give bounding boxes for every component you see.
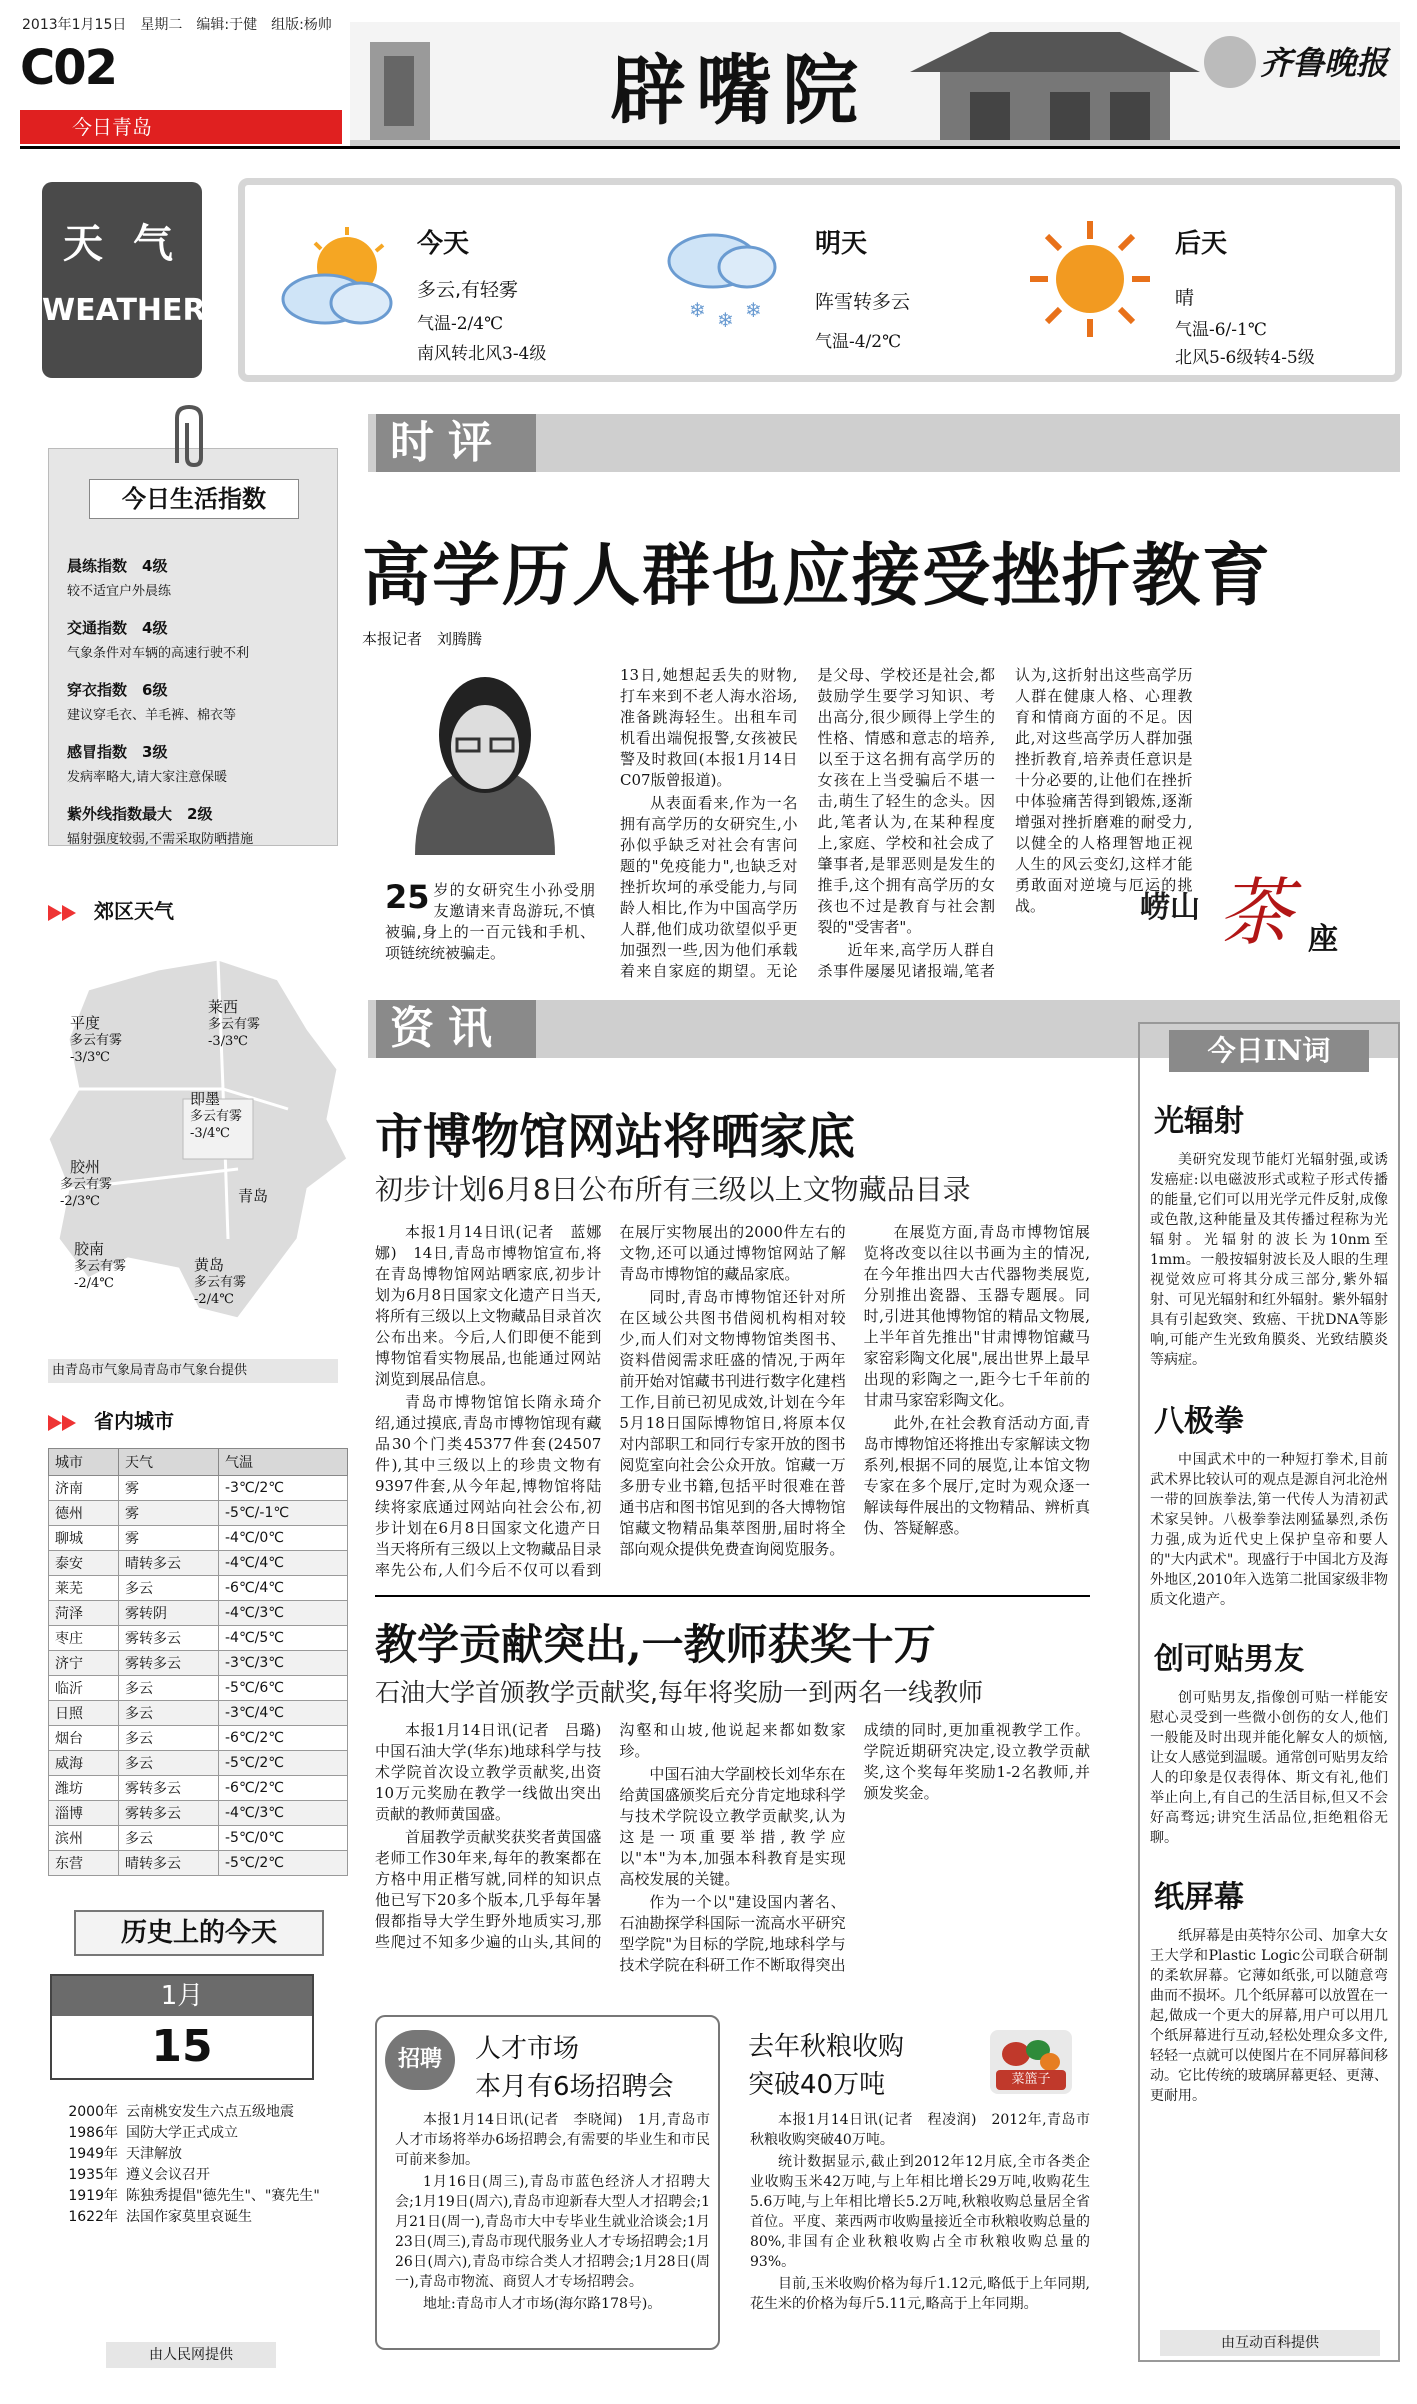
history-credit: 由人民网提供 <box>106 2342 276 2368</box>
table-cell: 临沂 <box>49 1676 119 1701</box>
history-event <box>48 2207 348 2228</box>
history-calendar <box>50 1974 314 2080</box>
in-words-sidebar <box>1138 1022 1400 2362</box>
table-row <box>49 1476 348 1501</box>
arrow-icon <box>48 1415 62 1431</box>
table-cell: 烟台 <box>49 1726 119 1751</box>
table-cell: 雾 <box>119 1476 219 1501</box>
suburb-place: 胶南 多云有雾 -2/4℃ <box>74 1240 127 1291</box>
history-month: 1月 <box>52 1976 312 2016</box>
day-desc: 阵雪转多云 <box>815 291 911 313</box>
table-cell: 聊城 <box>49 1526 119 1551</box>
table-cell: -4℃/3℃ <box>219 1801 348 1826</box>
weather-label-cn: 天 气 <box>63 221 181 267</box>
header-rule <box>20 146 1400 149</box>
date-line: 2013年1月15日 星期二 编辑:于健 组版:杨帅 <box>22 17 332 33</box>
masthead-title: 辟嘴院 <box>610 46 868 135</box>
teacher-headline: 教学贡献突出,一教师获奖十万 <box>375 1620 936 1669</box>
suburb-place: 青岛 <box>238 1187 269 1205</box>
table-row <box>49 1501 348 1526</box>
table-cell: -5℃/2℃ <box>219 1851 348 1876</box>
table-cell: 威海 <box>49 1751 119 1776</box>
history-text: 法国作家莫里哀诞生 <box>126 2209 252 2225</box>
weather-label <box>42 182 206 378</box>
history-events <box>48 2102 348 2228</box>
commentary-headline: 高学历人群也应接受挫折教育 <box>362 536 1273 616</box>
in-word-term: 八极拳 <box>1154 1404 1244 1439</box>
day-name: 后天 <box>1175 229 1228 259</box>
table-cell: 多云 <box>119 1701 219 1726</box>
table-cell: 雾转多云 <box>119 1651 219 1676</box>
history-text: 云南桃安发生六点五级地震 <box>126 2104 294 2120</box>
commentary-lead: 25 岁的女研究生小孙受朋友邀请来青岛游玩,不慎被骗,身上的一百元钱和手机、项链统统被骗走。 <box>385 880 595 962</box>
history-text: 天津解放 <box>126 2146 182 2162</box>
day-desc: 多云,有轻雾 <box>417 279 519 301</box>
table-cell: -3℃/4℃ <box>219 1701 348 1726</box>
day-wind: 南风转北风3-4级 <box>417 344 547 364</box>
life-index-item: 交通指数 4级 气象条件对车辆的高速行驶不利 <box>67 619 250 661</box>
paper-name: 齐鲁晚报 <box>1260 44 1389 82</box>
life-index-item: 穿衣指数 6级 建议穿毛衣、羊毛裤、棉衣等 <box>67 681 237 723</box>
history-title: 历史上的今天 <box>74 1910 324 1956</box>
table-cell: 菏泽 <box>49 1601 119 1626</box>
arrow-icon <box>48 905 62 921</box>
vegetable-basket-icon: 菜篮子 <box>990 2030 1072 2094</box>
province-table <box>48 1448 348 1876</box>
table-cell: 雾转多云 <box>119 1626 219 1651</box>
table-cell: 滨州 <box>49 1826 119 1851</box>
table-cell: -5℃/6℃ <box>219 1676 348 1701</box>
table-row <box>49 1576 348 1601</box>
weather-day-after <box>1025 205 1395 368</box>
sun-icon <box>1025 219 1155 339</box>
in-word-entry: 光辐射 美研究发现节能灯光辐射强,或诱发癌症:以电磁波形式或粒子形式传播的能量,它们可以用光学元件反射,成像或色散,这种能量及其传播过程称为光辐射。光辐射的波长为10nm至1mm。一般按辐射波长及人眼的生理视觉效应可将其分成三部分,紫外辐射、可见光辐射和红外辐射。紫外辐射具有引起致突、致癌、干扰DNA等影响,可能产生光致角膜炎、光致结膜炎等病症。 <box>1140 1096 1398 1370</box>
table-row <box>49 1776 348 1801</box>
suburb-place: 平度 多云有雾 -3/3℃ <box>70 1014 123 1065</box>
table-cell: 济宁 <box>49 1651 119 1676</box>
table-row <box>49 1651 348 1676</box>
table-row <box>49 1851 348 1876</box>
table-cell: 多云 <box>119 1826 219 1851</box>
table-row <box>49 1676 348 1701</box>
table-row <box>49 1726 348 1751</box>
history-text: 遵义会议召开 <box>126 2167 210 2183</box>
weather-label-en: WEATHER <box>42 293 206 328</box>
table-cell: 淄博 <box>49 1801 119 1826</box>
table-cell: -5℃/0℃ <box>219 1826 348 1851</box>
table-row <box>49 1526 348 1551</box>
table-row <box>49 1701 348 1726</box>
history-year: 2000年 <box>68 2104 118 2120</box>
jobs-headline: 人才市场 本月有6场招聘会 <box>475 2034 674 2102</box>
table-cell: 雾转多云 <box>119 1801 219 1826</box>
table-cell: 多云 <box>119 1576 219 1601</box>
table-cell: 枣庄 <box>49 1626 119 1651</box>
in-word-term: 光辐射 <box>1154 1104 1244 1139</box>
section-tag: 今日青岛 <box>20 110 342 144</box>
table-cell: 东营 <box>49 1851 119 1876</box>
arrow-icon <box>62 905 76 921</box>
in-words-credit: 由互动百科提供 <box>1160 2330 1380 2356</box>
teacher-subhead: 石油大学首颁教学贡献奖,每年将奖励一到两名一线教师 <box>375 1678 983 1707</box>
life-index-card <box>48 448 338 846</box>
grain-headline: 去年秋粮收购 突破40万吨 <box>748 2032 905 2100</box>
life-index-list <box>67 555 329 865</box>
commentary-banner <box>368 414 1400 472</box>
suburb-place: 胶州 多云有雾 -2/3℃ <box>60 1158 113 1209</box>
svg-text:❄: ❄ <box>745 298 762 322</box>
history-text: 陈独秀提倡"德先生"、"赛先生" <box>126 2188 320 2204</box>
history-event <box>48 2123 348 2144</box>
table-cell: 晴转多云 <box>119 1851 219 1876</box>
table-cell: 日照 <box>49 1701 119 1726</box>
table-cell: -6℃/4℃ <box>219 1576 348 1601</box>
grain-body: 本报1月14日讯(记者 程凌润) 2012年,青岛市秋粮收购突破40万吨。 统计数据显示,截止到2012年12月底,全市各类企业收购玉米42万吨,与上年相比增长29万吨,收购花生5.6万吨,与上年相比增长5.2万吨,秋粮收购总量居全省首位。平度、莱西两市收购量接近全市秋粮收购总量的80%,非国有企业秋粮收购占全市秋粮收购总量的93%。 目前,玉米收购价格为每斤1.12元,略低于上年同期,花生米的价格为每斤5.11元,略高于上年同期。 <box>750 2112 1090 2312</box>
lead-number: 25 <box>385 880 430 916</box>
history-year: 1986年 <box>68 2125 118 2141</box>
news-banner-title: 资讯 <box>376 1000 536 1058</box>
history-today <box>48 1910 348 2370</box>
table-row <box>49 1751 348 1776</box>
teacher-body: 本报1月14日讯(记者 吕璐) 中国石油大学(华东)地球科学与技术学院首次设立教学贡献奖,出资10万元奖励在教学一线做出突出贡献的教师黄国盛。 首届教学贡献奖获奖者黄国盛老师工作30年来,每年的教案都在方格中用正楷写就,同样的知识点他已写下20多个版本,几乎每年暑假都指导大学生野外地质实习,那些爬过不知多少遍的山头,其间的沟壑和山坡,他说起来都如数家珍。 中国石油大学副校长刘华东在给黄国盛颁奖后充分肯定地球科学与技术学院设立教学贡献奖,认为这是一项重要举措,教学应以"本"为本,加强本科教育是实现高校发展的关键。 作为一个以"建设国内著名、石油勘探学科国际一流高水平研究型学院"为目标的学院,地球科学与技术学院在科研工作不断取得突出成绩的同时,更加重视教学工作。学院近期研究决定,设立教学贡献奖,这个奖每年奖励1-2名教师,并颁发奖金。 <box>375 1721 1090 1974</box>
suburb-place: 莱西 多云有雾 -3/3℃ <box>208 998 261 1049</box>
cloud-sun-icon <box>275 225 405 335</box>
history-year: 1919年 <box>68 2188 118 2204</box>
suburb-credit: 由青岛市气象局青岛市气象台提供 <box>48 1359 338 1383</box>
commentary-body: 13日,她想起丢失的财物,打车来到不老人海水浴场,准备跳海轻生。出租车司机看出端倪报警,女孩被民警及时救回(本报1月14日C07版曾报道)。 从表面看来,作为一名拥有高学历的女研究生,小孙似乎缺乏对社会有害问题的"免疫能力",也缺乏对挫折坎坷的承受能力,与同龄人相比,作为中国高学历人群,他们成功欲望似乎更加强烈一些,因为他们承载着来自家庭的期望。无论是父母、学校还是社会,都鼓励学生要学习知识、考出高分,很少顾得上学生的性格、情感和意志的培养,以至于这名拥有高学历的女孩在上当受骗后不堪一击,萌生了轻生的念头。因此,笔者认为,在某种程度上,家庭、学校和社会成了肇事者,是罪恶则是发生的推手,这个拥有高学历的女孩也不过是教育与社会割裂的"受害者"。 近年来,高学历人群自杀事件屡屡见诸报端,笔者认为,这折射出这些高学历人群在健康人格、心理教育和情商方面的不足。因此,对这些高学历人群加强挫折教育,培养责任意识是十分必要的,让他们在挫折中体验痛苦得到锻炼,逐渐增强对挫折磨难的耐受力,以健全的人格理智地正视人生的风云变幻,这样才能勇敢面对逆境与厄运的挑战。 <box>620 666 1193 980</box>
day-temp: 气温-4/2℃ <box>815 332 902 352</box>
table-cell: -4℃/4℃ <box>219 1551 348 1576</box>
weather-day-today <box>265 205 625 365</box>
table-cell: -5℃/2℃ <box>219 1751 348 1776</box>
paper-clip-icon <box>157 403 227 473</box>
history-year: 1949年 <box>68 2146 118 2162</box>
masthead-scenery-icon <box>350 22 1400 147</box>
suburb-weather <box>48 895 348 1395</box>
day-desc: 晴 <box>1175 287 1195 309</box>
day-name: 明天 <box>815 229 868 259</box>
page-code: C02 <box>20 40 117 96</box>
weather-day-tomorrow <box>645 205 1005 365</box>
table-cell: -3℃/3℃ <box>219 1651 348 1676</box>
table-cell: 雾 <box>119 1526 219 1551</box>
in-word-entry: 创可贴男友 创可贴男友,指像创可贴一样能安慰心灵受到一些微小创伤的女人,他们一般能及时出现并能化解女人的烦恼,让女人感觉到温暖。通常创可贴男友给人的印象是仅表得体、斯文有礼,他们举止向上,有自己的生活目标,但又不会好高骛远;讲究生活品位,拒绝粗俗无聊。 <box>1140 1634 1398 1848</box>
history-text: 国防大学正式成立 <box>126 2125 238 2141</box>
table-row <box>49 1551 348 1576</box>
museum-body: 本报1月14日讯(记者 蓝娜娜) 14日,青岛市博物馆宣布,将在青岛博物馆网站晒家底,初步计划为6月8日国家文化遗产日当天,将所有三级以上文物藏品目录首次公布出来。今后,人们即便不能到博物馆看实物展品,也能通过网站浏览到展品信息。 青岛市博物馆馆长隋永琦介绍,通过摸底,青岛市博物馆现有藏品30个门类45377件套(24507件),其中三级以上的珍贵文物有9397件套,从今年起,博物馆将陆续将家底通过网站向社会公布,初步计划在6月8日国家文化遗产日当天将所有三级以上文物藏品目录率先公布,人们今后不仅可以看到在展厅实物展出的2000件左右的文物,还可以通过博物馆网站了解青岛市博物馆的藏品家底。 同时,青岛市博物馆还针对所在区域公共图书借阅机构相对较少,而人们对文物博物馆类图书、资料借阅需求旺盛的情况,于两年前开始对馆藏书刊进行数字化建档工作,目前已初见成效,计划在今年5月18日国际博物馆日,将原本仅对内部职工和同行专家开放的图书阅览室向社会公众开放。馆藏一万多册专业书籍,包括平时很难在普通书店和图书馆见到的各大博物馆馆藏文物精品集萃图册,届时将全部向观众提供免费查询阅览服务。 在展览方面,青岛市博物馆展览将改变以往以书画为主的情况,在今年推出四大古代器物类展览,分别推出瓷器、玉器专题展。同时,引进其他博物馆的精品文物展,上半年首先推出"甘肃博物馆藏马家窑彩陶文化展",展出世界上最早出现的彩陶之一,距今七千年前的甘肃马家窑彩陶文化。 此外,在社会教育活动方面,青岛市博物馆还将推出专家解读文物系列,根据不同的展览,让本馆文物专家在多个展厅,定时为观众逐一解读每件展出的文物精品、辨析真伪、答疑解惑。 <box>375 1223 1090 1579</box>
table-cell: 泰安 <box>49 1551 119 1576</box>
history-year: 1622年 <box>68 2209 118 2225</box>
life-index-item: 紫外线指数最大 2级 辐射强度较弱,不需采取防晒措施 <box>67 805 254 847</box>
life-index-item: 晨练指数 4级 较不适宜户外晨练 <box>67 557 172 599</box>
table-row <box>49 1826 348 1851</box>
weather-panel <box>238 178 1402 382</box>
museum-subhead: 初步计划6月8日公布所有三级以上文物藏品目录 <box>375 1173 971 1206</box>
in-word-entry: 纸屏幕 纸屏幕是由英特尔公司、加拿大女王大学和Plastic Logic公司联合研制的柔软屏幕。它薄如纸张,可以随意弯曲而不损坏。几个纸屏幕可以放置在一起,做成一个更大的屏幕,用户可以用几个纸屏幕进行互动,轻松处理众多文件,轻轻一点就可以使图片在不同屏幕间移动。它比传统的玻璃屏幕更轻、更薄、更耐用。 <box>1140 1872 1398 2106</box>
table-cell: -4℃/5℃ <box>219 1626 348 1651</box>
table-cell: 莱芜 <box>49 1576 119 1601</box>
suburb-place: 黄岛 多云有雾 -2/4℃ <box>194 1256 247 1307</box>
day-temp: 气温-6/-1℃ <box>1175 320 1267 340</box>
suburb-place: 即墨 多云有雾 -3/4℃ <box>190 1090 243 1141</box>
history-event <box>48 2144 348 2165</box>
author-photo <box>385 655 585 855</box>
table-row <box>49 1801 348 1826</box>
history-year: 1935年 <box>68 2167 118 2183</box>
table-cell: 雾转多云 <box>119 1776 219 1801</box>
masthead-banner <box>350 22 1400 147</box>
table-cell: 潍坊 <box>49 1776 119 1801</box>
table-cell: -5℃/-1℃ <box>219 1501 348 1526</box>
arrow-icon <box>62 1415 76 1431</box>
table-cell: -4℃/0℃ <box>219 1526 348 1551</box>
table-cell: 雾转阴 <box>119 1601 219 1626</box>
divider <box>375 1595 1090 1597</box>
table-row <box>49 1601 348 1626</box>
commentary-byline: 本报记者 刘腾腾 <box>362 630 483 648</box>
day-wind: 北风5-6级转4-5级 <box>1175 348 1315 368</box>
in-word-term: 纸屏幕 <box>1154 1880 1244 1915</box>
table-cell: 多云 <box>119 1676 219 1701</box>
day-name: 今天 <box>417 229 470 259</box>
museum-headline: 市博物馆网站将晒家底 <box>375 1109 856 1165</box>
table-cell: -4℃/3℃ <box>219 1601 348 1626</box>
svg-text:❄: ❄ <box>689 298 706 322</box>
table-cell: 雾 <box>119 1501 219 1526</box>
tea-logo: 崂山 茶 座 <box>1140 870 1338 957</box>
table-row <box>49 1626 348 1651</box>
in-word-entry: 八极拳 中国武术中的一种短打拳术,目前武术界比较认可的观点是源自河北沧州一带的回族拳法,第一代传人为清初武术家吴钟。八极拳拳法刚猛暴烈,杀伤力强,成为近代史上保护皇帝和要人的"大内武术"。现盛行于中国北方及海外地区,2010年入选第二批国家级非物质文化遗产。 <box>1140 1396 1398 1610</box>
history-event <box>48 2165 348 2186</box>
table-cell: 济南 <box>49 1476 119 1501</box>
table-cell: -6℃/2℃ <box>219 1776 348 1801</box>
history-event <box>48 2102 348 2123</box>
province-weather <box>48 1405 348 1876</box>
jobs-body: 本报1月14日讯(记者 李晓闻) 1月,青岛市人才市场将举办6场招聘会,有需要的毕业生和市民可前来参加。 1月16日(周三),青岛市蓝色经济人才招聘大会;1月19日(周六),青岛市迎新春大型人才招聘会;1月21日(周一),青岛市大中专毕业生就业洽谈会;1月23日(周三),青岛市现代服务业人才专场招聘会;1月26日(周六),青岛市综合类人才招聘会;1月28日(周一),青岛市物流、商贸人才专场招聘会。 地址:青岛市人才市场(海尔路178号)。 <box>395 2112 710 2312</box>
life-index-title: 今日生活指数 <box>89 479 299 519</box>
table-cell: -3℃/2℃ <box>219 1476 348 1501</box>
day-temp: 气温-2/4℃ <box>417 314 504 334</box>
jobs-badge: 招聘 <box>385 2030 455 2090</box>
table-cell: 多云 <box>119 1726 219 1751</box>
life-index-item: 感冒指数 3级 发病率略大,请大家注意保暖 <box>67 743 228 785</box>
table-cell: 德州 <box>49 1501 119 1526</box>
svg-text:❄: ❄ <box>717 308 734 331</box>
history-event <box>48 2186 348 2207</box>
province-table-body <box>49 1476 348 1876</box>
page-header <box>0 0 1417 150</box>
table-cell: -6℃/2℃ <box>219 1726 348 1751</box>
table-cell: 多云 <box>119 1751 219 1776</box>
province-title: 省内城市 <box>48 1405 348 1434</box>
in-words-title: 今日IN词 <box>1169 1030 1369 1072</box>
table-header: 城市 天气 气温 <box>49 1449 348 1476</box>
in-word-term: 创可贴男友 <box>1154 1642 1304 1677</box>
table-cell: 晴转多云 <box>119 1551 219 1576</box>
snow-cloud-icon <box>655 221 785 331</box>
history-day: 15 <box>151 2021 213 2072</box>
suburb-title: 郊区天气 <box>48 895 348 924</box>
commentary-banner-title: 时评 <box>376 414 536 472</box>
